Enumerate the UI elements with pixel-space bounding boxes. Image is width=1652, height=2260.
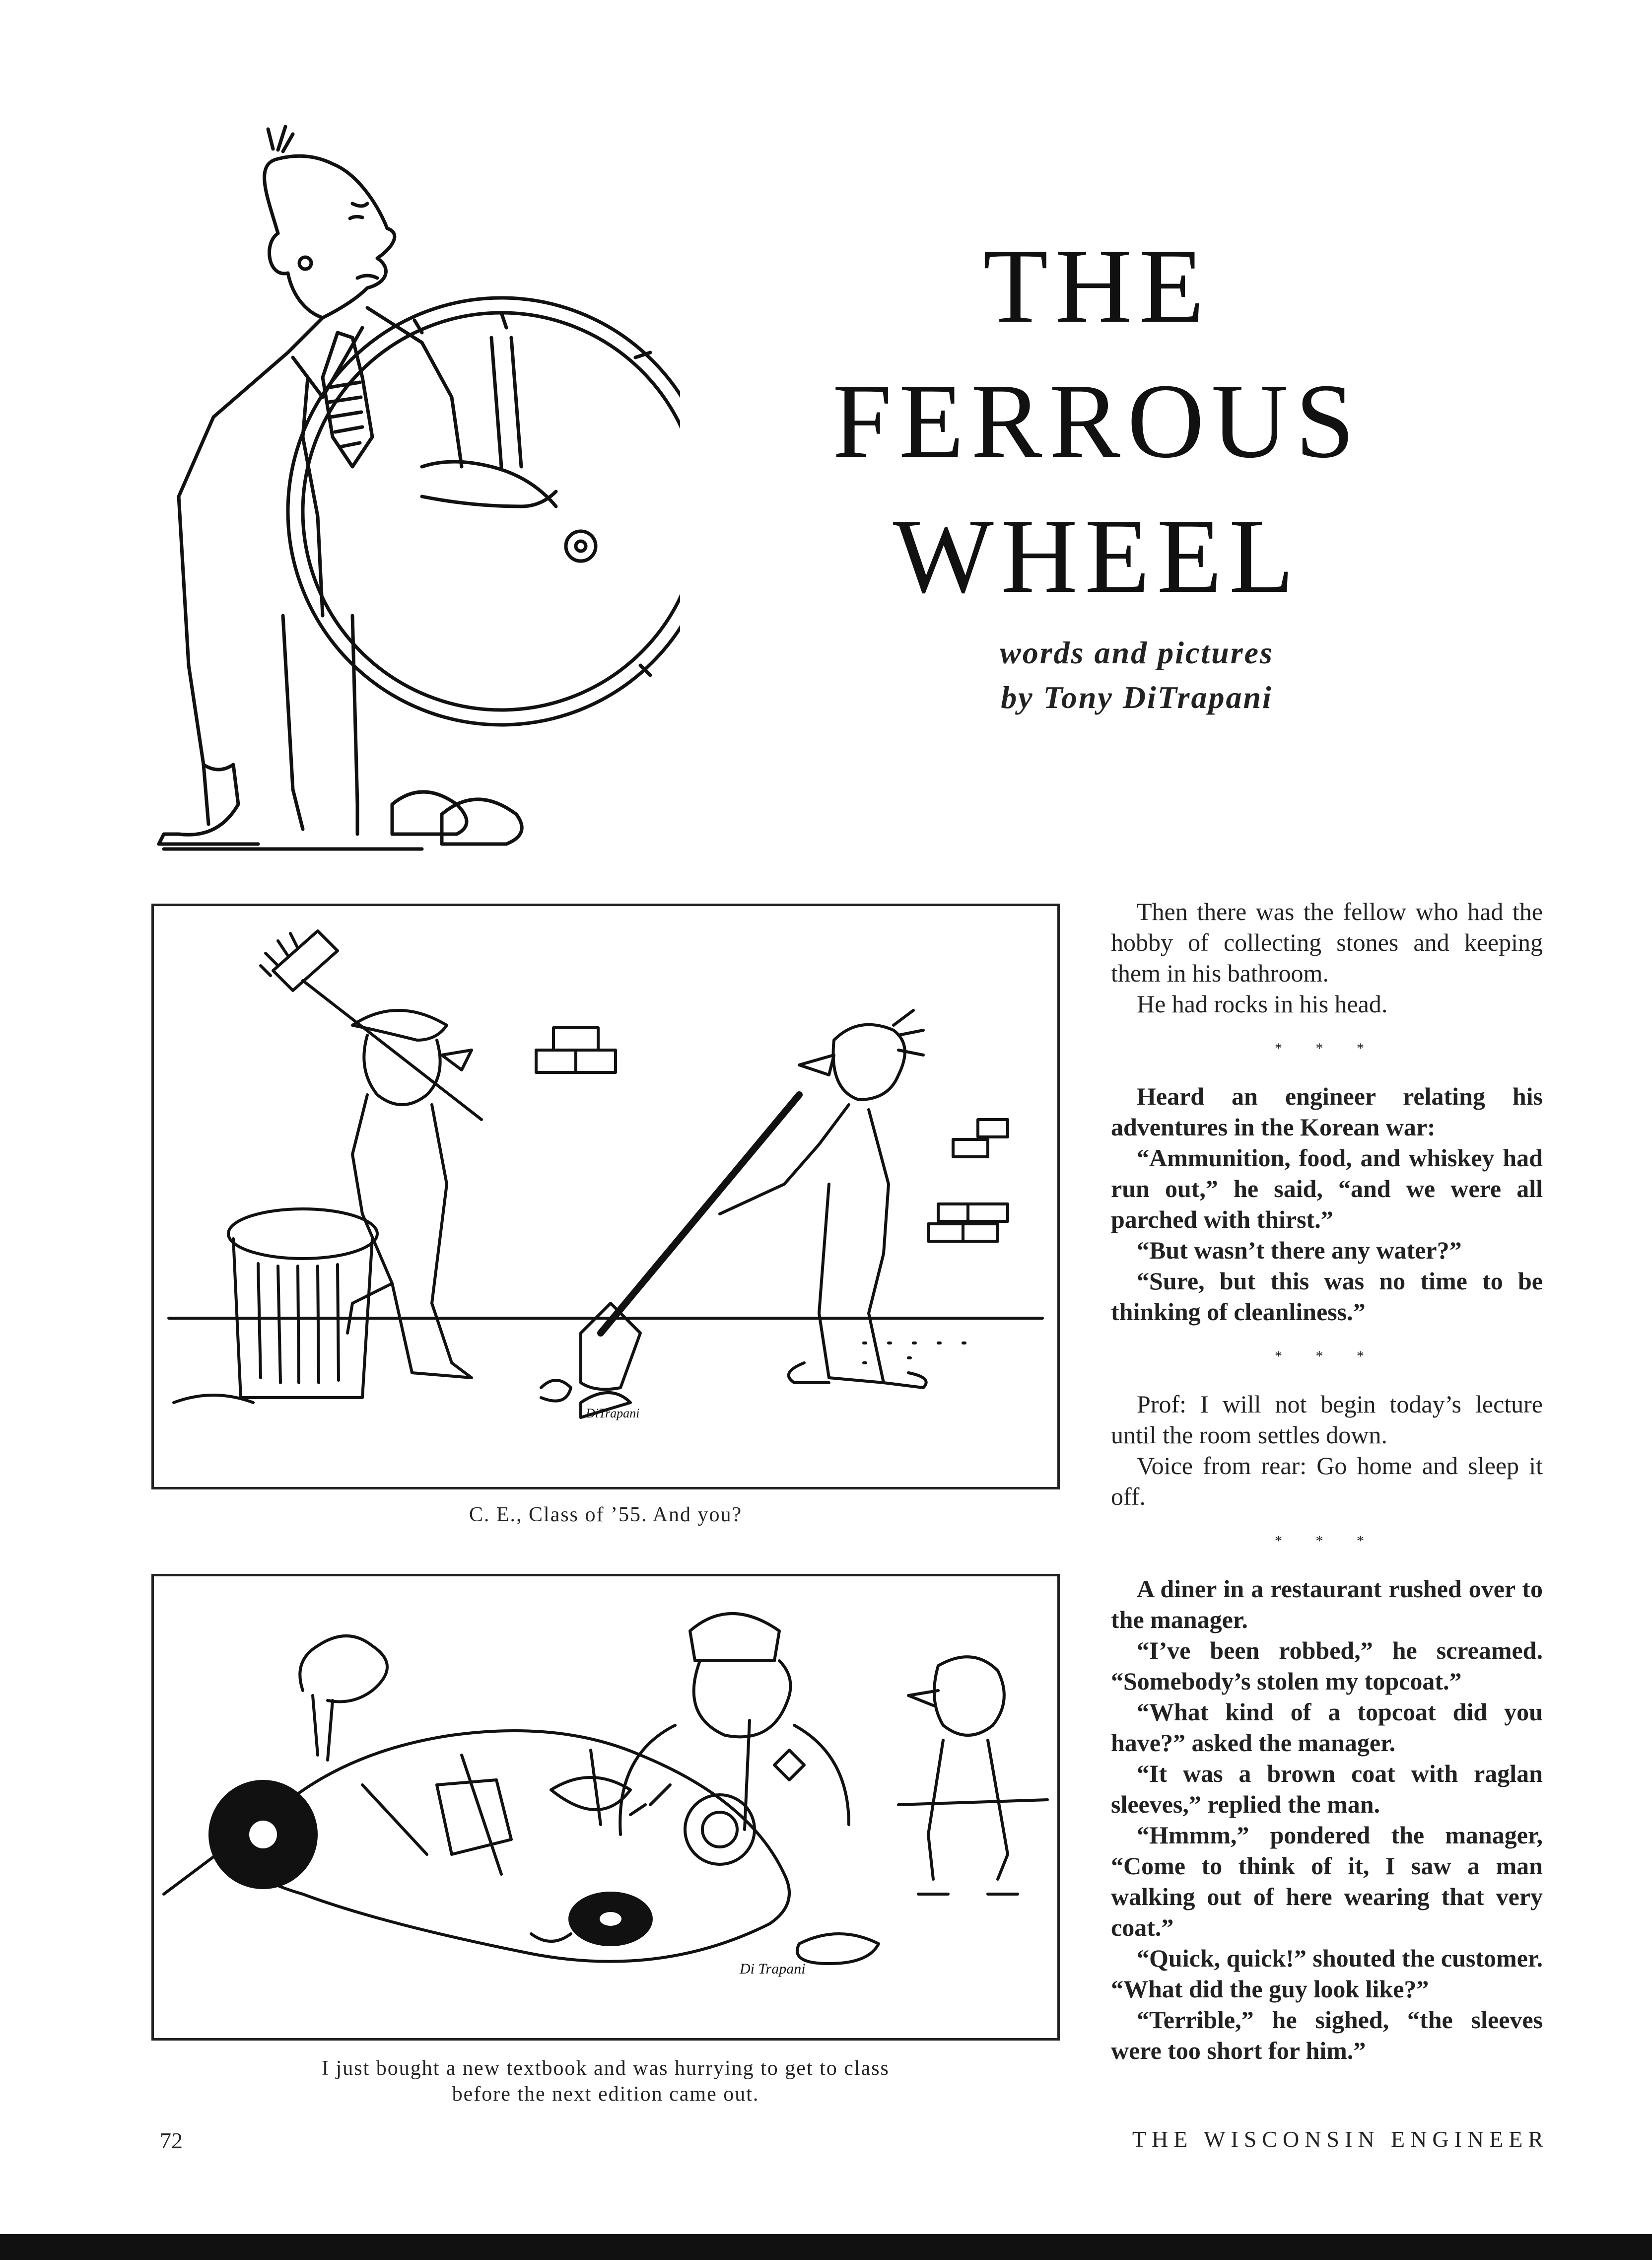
cartoon-1-caption: C. E., Class of ’55. And you? xyxy=(469,1503,743,1526)
joke-4-paragraph: A diner in a restaurant rushed over to the manager. xyxy=(1111,1575,1543,1633)
joke-4-paragraph: “Hmmm,” pondered the manager, “Come to think of it, I saw a man walking out of here wearing that very coat.” xyxy=(1111,1821,1543,1941)
scan-border xyxy=(0,2234,1652,2260)
cartoon-1-illustration xyxy=(154,906,1057,1487)
cartoon-2-caption xyxy=(151,2055,1060,2107)
title-line-1: THE xyxy=(983,226,1211,345)
cartoon-2-signature: Di Trapani xyxy=(740,1961,806,1977)
byline-line-1: words and pictures xyxy=(1000,635,1274,670)
joke-2-paragraph: “Ammunition, food, and whiskey had run out,” he said, “and we were all parched with thirst.” xyxy=(1111,1144,1543,1233)
joke-3-paragraph: Voice from rear: Go home and sleep it off. xyxy=(1111,1452,1543,1510)
joke-4-paragraph: “I’ve been robbed,” he screamed. “Somebody’s stolen my topcoat.” xyxy=(1111,1636,1543,1695)
cartoon-panel-2 xyxy=(151,1574,1060,2041)
joke-1-paragraph: Then there was the fellow who had the hobby of collecting stones and keeping them in his bathroom. xyxy=(1111,898,1543,987)
separator: * * * xyxy=(1275,1348,1379,1364)
jokes-column xyxy=(1111,896,1543,2066)
joke-3-paragraph: Prof: I will not begin today’s lecture until the room settles down. xyxy=(1111,1390,1543,1449)
cartoon-2-caption-line-1: I just bought a new textbook and was hurrying to get to class xyxy=(322,2057,890,2080)
joke-1-paragraph: He had rocks in his head. xyxy=(1137,990,1388,1018)
joke-4-paragraph: “It was a brown coat with raglan sleeves,” replied the man. xyxy=(1111,1760,1543,1818)
header-illustration xyxy=(144,119,680,874)
cartoon-2-illustration xyxy=(154,1576,1057,2038)
article-title xyxy=(774,218,1420,624)
cartoon-2-caption-line-2: before the next edition came out. xyxy=(452,2083,759,2106)
joke-4-paragraph: “Terrible,” he sighed, “the sleeves were too short for him.” xyxy=(1111,2006,1543,2064)
joke-2-paragraph: “But wasn’t there any water?” xyxy=(1137,1236,1462,1264)
page-number: 72 xyxy=(160,2128,183,2153)
separator: * * * xyxy=(1275,1533,1379,1549)
title-line-2: FERROUS xyxy=(832,361,1362,480)
magazine-name: THE WISCONSIN ENGINEER xyxy=(1132,2126,1549,2152)
joke-4-paragraph: “What kind of a topcoat did you have?” asked the manager. xyxy=(1111,1698,1543,1757)
joke-4-paragraph: “Quick, quick!” shouted the customer. “What did the guy look like?” xyxy=(1111,1944,1543,2003)
separator: * * * xyxy=(1275,1040,1379,1057)
joke-1 xyxy=(1111,896,1543,1019)
byline-line-2: by Tony DiTrapani xyxy=(1001,680,1273,715)
joke-2-paragraph: Heard an engineer relating his adventures in the Korean war: xyxy=(1111,1082,1543,1141)
joke-3 xyxy=(1111,1389,1543,1512)
cartoon-panel-1 xyxy=(151,904,1060,1489)
joke-2 xyxy=(1111,1081,1543,1327)
title-line-3: WHEEL xyxy=(893,496,1302,615)
byline xyxy=(814,631,1459,720)
joke-2-paragraph: “Sure, but this was no time to be thinking of cleanliness.” xyxy=(1111,1267,1543,1326)
joke-4 xyxy=(1111,1573,1543,2066)
cartoon-1-signature: DiTrapani xyxy=(586,1406,640,1420)
